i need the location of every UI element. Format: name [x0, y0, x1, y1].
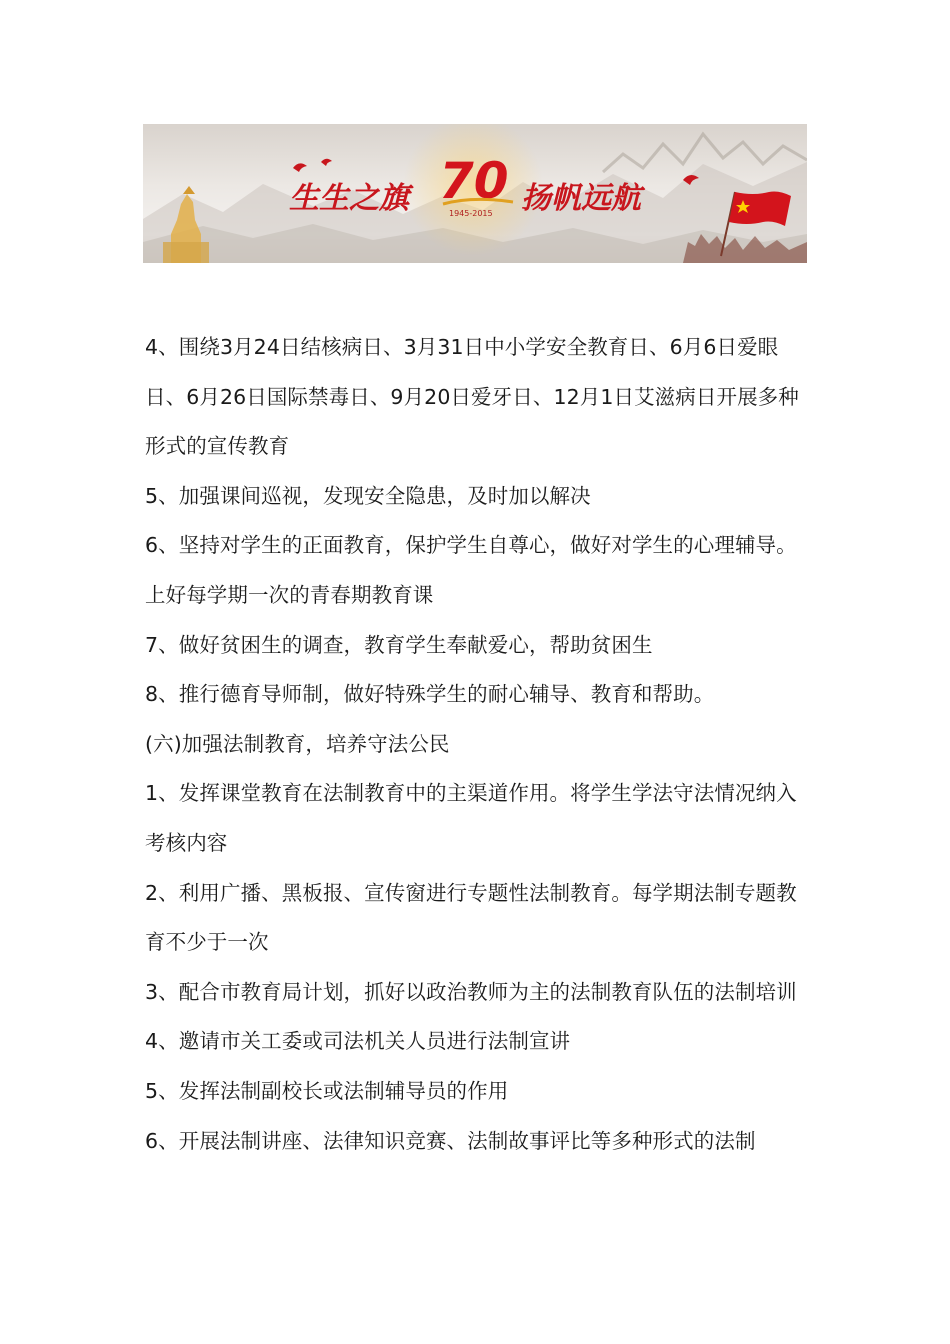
paragraph: 1、发挥课堂教育在法制教育中的主渠道作用。将学生学法守法情况纳入考核内容: [145, 781, 797, 855]
header-banner: [143, 124, 807, 263]
banner-graphic: [143, 124, 807, 263]
paragraph: 4、围绕3月24日结核病日、3月31日中小学安全教育日、6月6日爱眼日、6月26日国际禁毒日、9月20日爱牙日、12月1日艾滋病日开展多种形式的宣传教育: [145, 335, 799, 459]
paragraph: 8、推行德育导师制，做好特殊学生的耐心辅导、教育和帮助。: [145, 682, 715, 707]
paragraph: 3、配合市教育局计划，抓好以政治教师为主的法制教育队伍的法制培训: [145, 979, 797, 1004]
anniversary-years: 1945-2015: [449, 209, 493, 218]
paragraph: 6、坚持对学生的正面教育，保护学生自尊心，做好对学生的心理辅导。上好每学期一次的青春期教育课: [145, 533, 797, 607]
paragraph: 4、邀请市关工委或司法机关人员进行法制宣讲: [145, 1029, 571, 1054]
anniversary-number: 70: [439, 152, 509, 210]
paragraph: 6、开展法制讲座、法律知识竞赛、法制故事评比等多种形式的法制: [145, 1128, 756, 1153]
paragraph: 5、发挥法制副校长或法制辅导员的作用: [145, 1078, 509, 1103]
anniversary-70-logo: [439, 152, 513, 218]
section-heading: (六)加强法制教育，培养守法公民: [145, 731, 450, 756]
right-slogan: 扬帆远航: [521, 181, 641, 216]
paragraph: 5、加强课间巡视，发现安全隐患，及时加以解决: [145, 483, 591, 508]
paragraph: 7、做好贫困生的调查，教育学生奉献爱心，帮助贫困生: [145, 632, 653, 657]
left-slogan: 生生之旗: [289, 181, 409, 216]
document-body: [145, 323, 809, 1166]
paragraph: 2、利用广播、黑板报、宣传窗进行专题性法制教育。每学期法制专题教育不少于一次: [145, 880, 797, 955]
